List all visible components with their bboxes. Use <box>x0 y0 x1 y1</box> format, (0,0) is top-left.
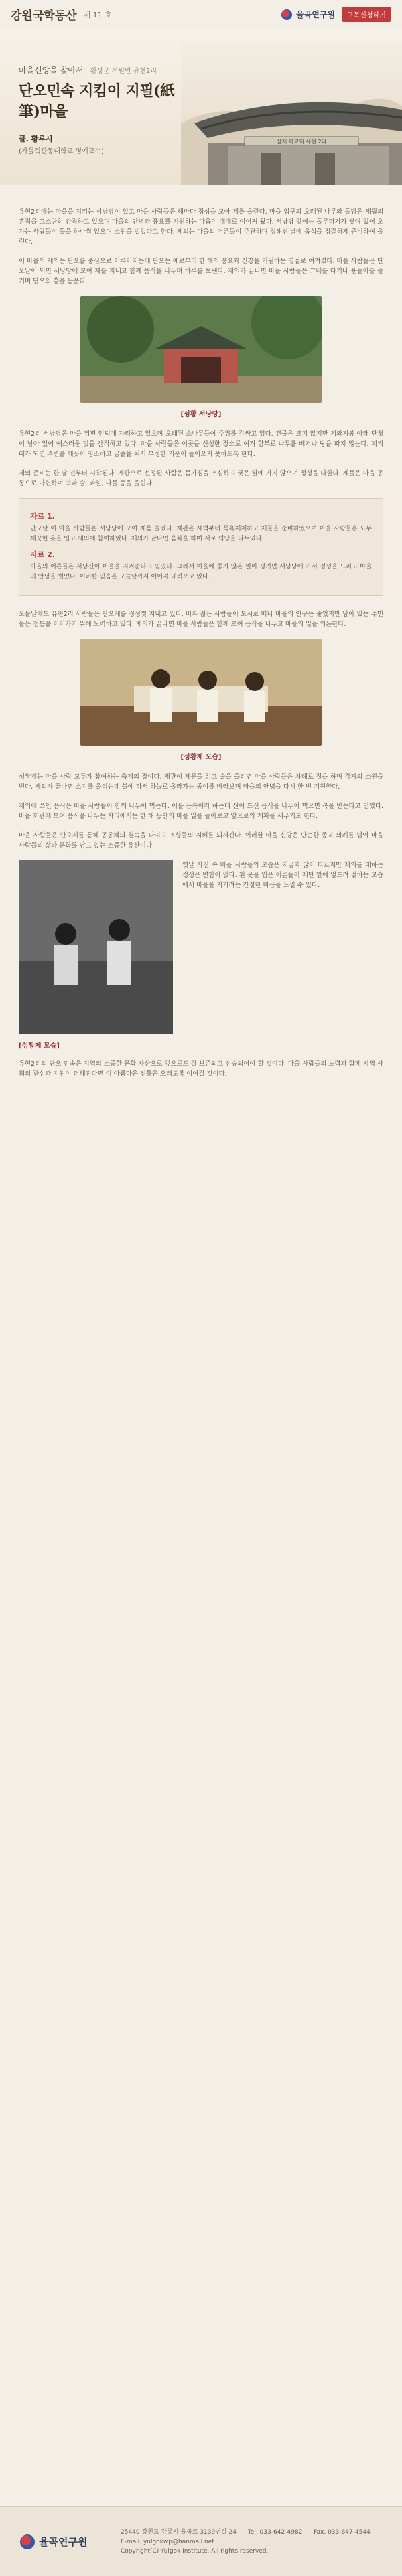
footer-brand-name: 율곡연구원 <box>39 2536 88 2548</box>
brand-logo-icon <box>281 9 292 20</box>
footer-brand[interactable] <box>20 2534 121 2549</box>
brand[interactable] <box>281 9 335 20</box>
hero-kicker <box>19 64 193 76</box>
paragraph: 마을 사람들은 단오제를 통해 공동체의 결속을 다지고 조상들의 지혜를 되새긴다. 이러한 마을 신앙은 단순한 종교 의례를 넘어 마을 사람들의 삶과 문화를 담고 있는 소중한 유산이다. <box>19 832 383 850</box>
footer <box>0 2506 402 2576</box>
article-body <box>0 185 402 1079</box>
author-affiliation: (가톨릭관동대학교 명예교수) <box>19 148 104 155</box>
footer-tel: Tel. 033-642-4982 <box>247 2528 303 2536</box>
footer-logo-icon <box>20 2534 35 2549</box>
hero-title: 단오민속 지킴이 지필(紙筆)마을 <box>19 82 175 120</box>
header-bar <box>0 0 402 29</box>
footer-email[interactable]: E-mail. yulgokwp@hanmail.net <box>121 2538 214 2545</box>
paragraph: 오늘날에도 유현2리 사람들은 단오제를 정성껏 지내고 있다. 비록 젊은 사람들이 도시로 떠나 마을의 인구는 줄었지만 남아 있는 주민들은 전통을 이어가기 위해 노력하고 있다. 제의가 끝나면 마을 사람들은 함께 모여 음식을 나누고 마을의 일을 의논한다. <box>19 611 383 628</box>
reference-title: 자료 2. <box>30 550 55 559</box>
figure-caption: [성황 서낭당] <box>180 411 222 418</box>
reference-text: 단오날 이 마을 사람들은 서낭당에 모여 제를 올렸다. 제관은 새벽부터 목욕재계하고 제물을 준비하였으며 마을 사람들은 모두 깨끗한 옷을 입고 제의에 참여하였다. 제의가 끝나면 음복을 하며 서로 덕담을 나누었다. <box>30 525 372 542</box>
reference-title: 자료 1. <box>30 512 55 521</box>
paragraph: 옛날 사진 속 마을 사람들의 모습은 지금과 많이 다르지만 제의를 대하는 정성은 변함이 없다. 흰 옷을 입은 어른들이 제단 앞에 엎드려 절하는 모습에서 마을을 지키려는 간절한 마음을 느낄 수 있다. <box>182 862 383 889</box>
hero-text <box>19 64 193 155</box>
shrine-sign: 삼재 학교회 유현 2리 <box>276 139 327 145</box>
paragraph: 이 마을의 제의는 단오를 중심으로 이루어지는데 단오는 예로부터 한 해의 풍요와 건강을 기원하는 명절로 여겨졌다. 마을 사람들은 단오날이 되면 서낭당에 모여 제를 지내고 함께 음식을 나누며 하루를 보낸다. 제의가 끝나면 마을 사람들은 그네를 타거나 윷놀이를 즐기며 단오의 흥을 돋운다. <box>19 258 383 285</box>
hero <box>0 29 402 185</box>
issue-number: 제 11 호 <box>83 10 112 19</box>
paragraph: 유현2리의 단오 민속은 지역의 소중한 문화 자산으로 앞으로도 잘 보존되고 전승되어야 할 것이다. 마을 사람들의 노력과 함께 지역 사회의 관심과 지원이 더해진다면 이 아름다운 전통은 오래도록 이어질 것이다. <box>19 1060 383 1078</box>
footer-fax: Fax. 033-647-4544 <box>314 2528 371 2536</box>
series-title: 강원국학동산 <box>11 9 77 23</box>
paragraph: 제의에 쓰인 음식은 마을 사람들이 함께 나누어 먹는다. 이를 음복이라 하는데 신이 드신 음식을 나누어 먹으면 복을 받는다고 믿었다. 마을 회관에 모여 음식을 나누는 자리에서는 한 해 동안의 마을 일을 돌아보고 앞으로의 계획을 세우기도 한다. <box>19 803 383 820</box>
subscribe-button[interactable]: 구독신청하기 <box>342 7 391 22</box>
brand-name: 율곡연구원 <box>296 10 336 19</box>
kicker-place: 횡성군 서원면 유현2리 <box>90 68 157 75</box>
paragraph: 유현2리에는 마을을 지키는 서낭당이 있고 마을 사람들은 해마다 정성을 모아 제를 올린다. 마을 입구의 오래된 나무와 돌담은 세월의 흔적을 고스란히 간직하고 있으며 마을의 안녕과 풍요를 기원하는 마음이 대대로 이어져 왔다. 서낭당 앞에는 돌무더기가 쌓여 있어 오가는 사람들이 돌을 하나씩 얹으며 소원을 빌었다고 한다. 제의는 마을의 어른들이 주관하며 정해진 날에 음식을 정갈하게 준비하여 올린다. <box>19 197 383 247</box>
figure <box>80 639 322 761</box>
kicker-label: 마을신앙을 찾아서 <box>19 66 84 75</box>
archive-photo <box>19 860 173 1034</box>
ritual-photo <box>80 639 322 746</box>
figure-caption: [성황제 모습] <box>19 1042 60 1050</box>
footer-address: 25440 강원도 강릉시 율곡로 3139번길 24 <box>121 2528 237 2536</box>
paragraph: 성황제는 마을 사람 모두가 참여하는 축제의 장이다. 제관이 제문을 읽고 술을 올리면 마을 사람들은 차례로 절을 하며 각자의 소원을 빈다. 제의가 끝나면 소지를 올리는데 불에 타서 하늘로 올라가는 종이를 바라보며 마을의 안녕을 다시 한 번 기원한다. <box>19 773 383 791</box>
paragraph: 유현2리 서낭당은 마을 뒤편 언덕에 자리하고 있으며 오래된 소나무들이 주위를 감싸고 있다. 건물은 크지 않지만 기와지붕 아래 단청이 남아 있어 예스러운 멋을 간직하고 있다. 마을 사람들은 이곳을 신성한 장소로 여겨 함부로 나무를 베거나 땅을 파지 않는다. 제의 때가 되면 주변을 깨끗이 청소하고 금줄을 쳐서 부정한 기운이 들어오지 못하도록 한다. <box>19 430 383 458</box>
figure <box>80 296 322 418</box>
bw-figure <box>19 860 173 1050</box>
footer-info <box>121 2528 380 2556</box>
reference-box <box>19 498 383 596</box>
author: 글. 황루시 <box>19 135 53 143</box>
photo-with-text <box>19 860 383 1050</box>
footer-copyright: Copyright(C) Yulgok Institute. All rights reserved. <box>121 2547 269 2555</box>
paragraph: 제의 준비는 한 달 전부터 시작된다. 제관으로 선정된 사람은 몸가짐을 조심하고 궂은 일에 가지 않으며 정성을 다한다. 제물은 마을 공동으로 마련하며 떡과 술, 과일, 나물 등을 올린다. <box>19 470 383 487</box>
reference-text: 마을의 어른들은 서낭신이 마을을 지켜준다고 믿었다. 그래서 마을에 좋지 않은 일이 생기면 서낭당에 가서 정성을 드리고 마을의 안녕을 빌었다. 이러한 믿음은 오늘날까지 이어져 내려오고 있다. <box>30 563 372 580</box>
side-text <box>182 860 383 1050</box>
shrine-photo <box>80 296 322 403</box>
figure-caption: [성황제 모습] <box>180 754 222 761</box>
shrine-illustration <box>181 43 402 185</box>
